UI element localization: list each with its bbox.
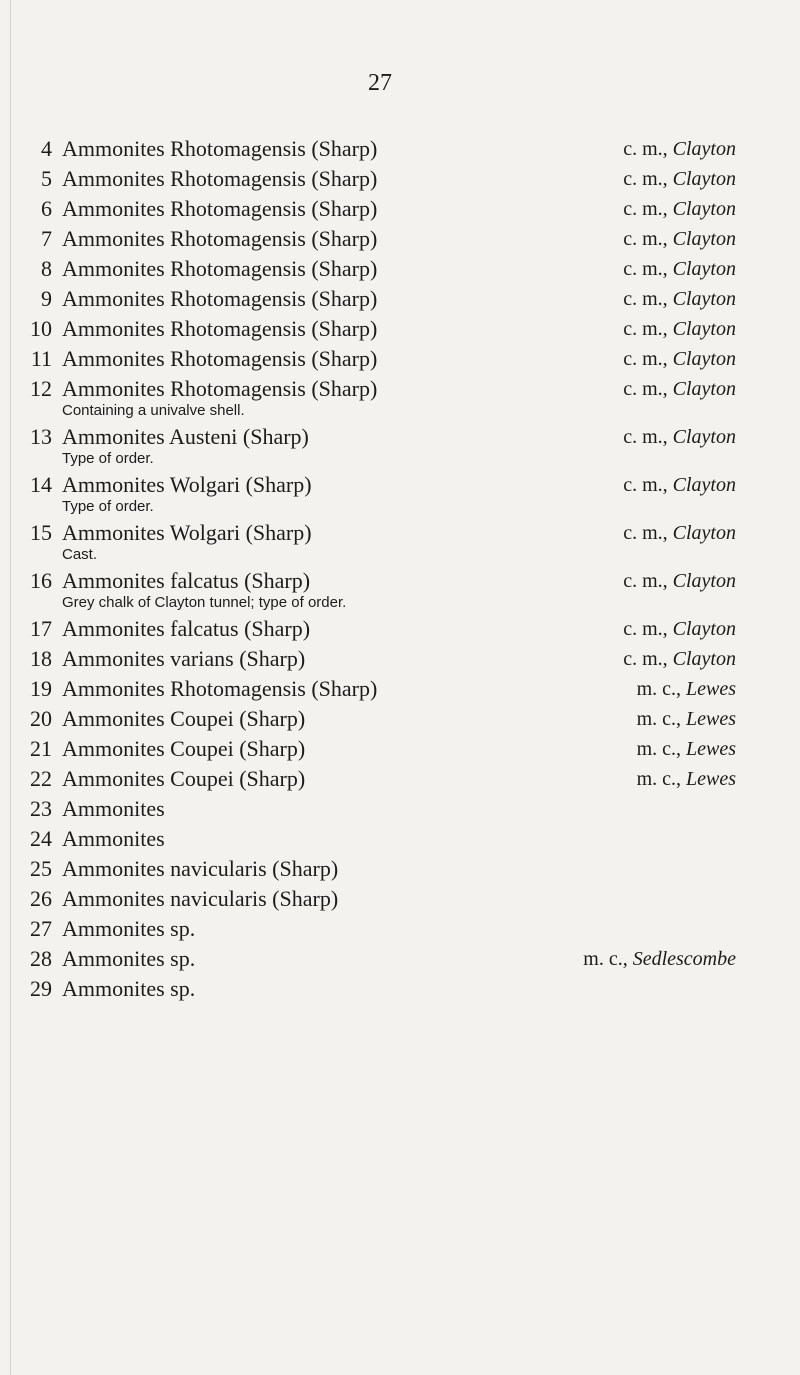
stratum-abbrev: c. m., — [623, 228, 668, 250]
catalogue-entry — [0, 194, 800, 224]
catalogue-entry — [0, 344, 800, 374]
entry-number: 9 — [41, 286, 52, 311]
catalogue-entry — [0, 914, 800, 944]
entry-number: 8 — [41, 256, 52, 281]
specimen-locality — [623, 254, 736, 284]
specimen-locality — [637, 674, 736, 704]
locality-name: Sedlescombe — [632, 948, 736, 970]
entry-number: 10 — [30, 316, 52, 341]
specimen-name: Ammonites Rhotomagensis (Sharp) — [62, 286, 378, 311]
catalogue-entry — [0, 734, 800, 764]
specimen-locality — [623, 284, 736, 314]
stratum-abbrev: c. m., — [623, 378, 668, 400]
catalogue-entry — [0, 884, 800, 914]
entry-number: 28 — [30, 946, 52, 971]
specimen-name: Ammonites navicularis (Sharp) — [62, 856, 339, 881]
specimen-locality — [637, 704, 736, 734]
specimen-locality — [637, 734, 736, 764]
locality-name: Clayton — [672, 474, 736, 496]
catalogue-entry — [0, 374, 800, 422]
entry-number: 14 — [30, 472, 52, 497]
entry-number: 12 — [30, 376, 52, 401]
specimen-locality — [623, 344, 736, 374]
catalogue-entry — [0, 284, 800, 314]
specimen-locality — [623, 518, 736, 548]
entry-number: 25 — [30, 856, 52, 881]
entry-note: Grey chalk of Clayton tunnel; type of order. — [62, 594, 347, 611]
catalogue-entry — [0, 854, 800, 884]
stratum-abbrev: c. m., — [623, 198, 668, 220]
stratum-abbrev: m. c., — [636, 738, 681, 760]
locality-name: Clayton — [672, 198, 736, 220]
entry-number: 21 — [30, 736, 52, 761]
specimen-locality — [623, 224, 736, 254]
locality-name: Clayton — [672, 228, 736, 250]
specimen-name: Ammonites Coupei (Sharp) — [62, 706, 306, 731]
specimen-name: Ammonites Rhotomagensis (Sharp) — [62, 376, 378, 401]
entry-number: 23 — [30, 796, 52, 821]
entry-number: 5 — [41, 166, 52, 191]
specimen-name: Ammonites — [62, 826, 165, 851]
locality-name: Lewes — [686, 708, 736, 730]
specimen-locality — [623, 194, 736, 224]
entry-number: 17 — [30, 616, 52, 641]
specimen-locality — [623, 566, 736, 596]
locality-name: Clayton — [672, 258, 736, 280]
locality-name: Clayton — [672, 378, 736, 400]
stratum-abbrev: c. m., — [623, 474, 668, 496]
specimen-name: Ammonites sp. — [62, 916, 196, 941]
locality-name: Clayton — [672, 522, 736, 544]
entry-note: Type of order. — [62, 450, 154, 467]
locality-name: Clayton — [672, 348, 736, 370]
specimen-name: Ammonites — [62, 796, 165, 821]
catalogue-entry — [0, 566, 800, 614]
stratum-abbrev: m. c., — [636, 678, 681, 700]
entry-number: 19 — [30, 676, 52, 701]
catalogue-list — [0, 134, 800, 1004]
stratum-abbrev: c. m., — [623, 570, 668, 592]
stratum-abbrev: c. m., — [623, 348, 668, 370]
specimen-locality — [623, 614, 736, 644]
specimen-locality — [623, 470, 736, 500]
specimen-locality — [623, 314, 736, 344]
entry-number: 13 — [30, 424, 52, 449]
specimen-name: Ammonites navicularis (Sharp) — [62, 886, 339, 911]
specimen-locality — [623, 644, 736, 674]
entry-number: 16 — [30, 568, 52, 593]
locality-name: Clayton — [672, 168, 736, 190]
stratum-abbrev: c. m., — [623, 648, 668, 670]
entry-number: 29 — [30, 976, 52, 1001]
specimen-locality — [623, 422, 736, 452]
catalogue-entry — [0, 422, 800, 470]
locality-name: Lewes — [686, 678, 736, 700]
page-number: 27 — [368, 70, 392, 96]
locality-name: Lewes — [686, 738, 736, 760]
catalogue-entry — [0, 974, 800, 1004]
entry-number: 18 — [30, 646, 52, 671]
entry-note: Type of order. — [62, 498, 154, 515]
entry-number: 11 — [30, 346, 52, 371]
specimen-locality — [623, 164, 736, 194]
specimen-name: Ammonites Rhotomagensis (Sharp) — [62, 316, 378, 341]
catalogue-entry — [0, 824, 800, 854]
specimen-name: Ammonites sp. — [62, 946, 196, 971]
entry-number: 24 — [30, 826, 52, 851]
specimen-name: Ammonites Rhotomagensis (Sharp) — [62, 346, 378, 371]
entry-note: Cast. — [62, 546, 98, 563]
specimen-name: Ammonites Wolgari (Sharp) — [62, 520, 312, 545]
stratum-abbrev: c. m., — [623, 168, 668, 190]
specimen-name: Ammonites Coupei (Sharp) — [62, 736, 306, 761]
specimen-locality — [623, 134, 736, 164]
catalogue-entry — [0, 794, 800, 824]
specimen-name: Ammonites Austeni (Sharp) — [62, 424, 309, 449]
stratum-abbrev: m. c., — [636, 708, 681, 730]
entry-number: 20 — [30, 706, 52, 731]
locality-name: Clayton — [672, 288, 736, 310]
stratum-abbrev: c. m., — [623, 138, 668, 160]
specimen-name: Ammonites Rhotomagensis (Sharp) — [62, 196, 378, 221]
specimen-name: Ammonites Rhotomagensis (Sharp) — [62, 226, 378, 251]
catalogue-entry — [0, 518, 800, 566]
catalogue-entry — [0, 614, 800, 644]
specimen-name: Ammonites Rhotomagensis (Sharp) — [62, 166, 378, 191]
catalogue-entry — [0, 704, 800, 734]
specimen-name: Ammonites varians (Sharp) — [62, 646, 306, 671]
locality-name: Clayton — [672, 318, 736, 340]
stratum-abbrev: c. m., — [623, 618, 668, 640]
specimen-name: Ammonites sp. — [62, 976, 196, 1001]
stratum-abbrev: m. c., — [583, 948, 628, 970]
specimen-name: Ammonites falcatus (Sharp) — [62, 616, 311, 641]
stratum-abbrev: c. m., — [623, 522, 668, 544]
specimen-name: Ammonites Coupei (Sharp) — [62, 766, 306, 791]
entry-number: 4 — [41, 136, 52, 161]
catalogue-entry — [0, 164, 800, 194]
catalogue-entry — [0, 254, 800, 284]
specimen-name: Ammonites falcatus (Sharp) — [62, 568, 311, 593]
catalogue-entry — [0, 314, 800, 344]
locality-name: Clayton — [672, 138, 736, 160]
locality-name: Clayton — [672, 618, 736, 640]
stratum-abbrev: c. m., — [623, 426, 668, 448]
specimen-name: Ammonites Rhotomagensis (Sharp) — [62, 256, 378, 281]
specimen-name: Ammonites Wolgari (Sharp) — [62, 472, 312, 497]
locality-name: Clayton — [672, 570, 736, 592]
catalogue-entry — [0, 470, 800, 518]
locality-name: Clayton — [672, 426, 736, 448]
catalogue-entry — [0, 674, 800, 704]
entry-number: 6 — [41, 196, 52, 221]
catalogue-entry — [0, 764, 800, 794]
catalogue-entry — [0, 134, 800, 164]
entry-number: 15 — [30, 520, 52, 545]
specimen-locality — [583, 944, 736, 974]
specimen-name: Ammonites Rhotomagensis (Sharp) — [62, 136, 378, 161]
stratum-abbrev: m. c., — [636, 768, 681, 790]
entry-number: 26 — [30, 886, 52, 911]
stratum-abbrev: c. m., — [623, 288, 668, 310]
entry-note: Containing a univalve shell. — [62, 402, 245, 419]
entry-number: 27 — [30, 916, 52, 941]
specimen-locality — [637, 764, 736, 794]
catalogue-entry — [0, 224, 800, 254]
stratum-abbrev: c. m., — [623, 258, 668, 280]
specimen-name: Ammonites Rhotomagensis (Sharp) — [62, 676, 378, 701]
stratum-abbrev: c. m., — [623, 318, 668, 340]
locality-name: Lewes — [686, 768, 736, 790]
entry-number: 7 — [41, 226, 52, 251]
specimen-locality — [623, 374, 736, 404]
locality-name: Clayton — [672, 648, 736, 670]
entry-number: 22 — [30, 766, 52, 791]
catalogue-entry — [0, 644, 800, 674]
catalogue-entry — [0, 944, 800, 974]
